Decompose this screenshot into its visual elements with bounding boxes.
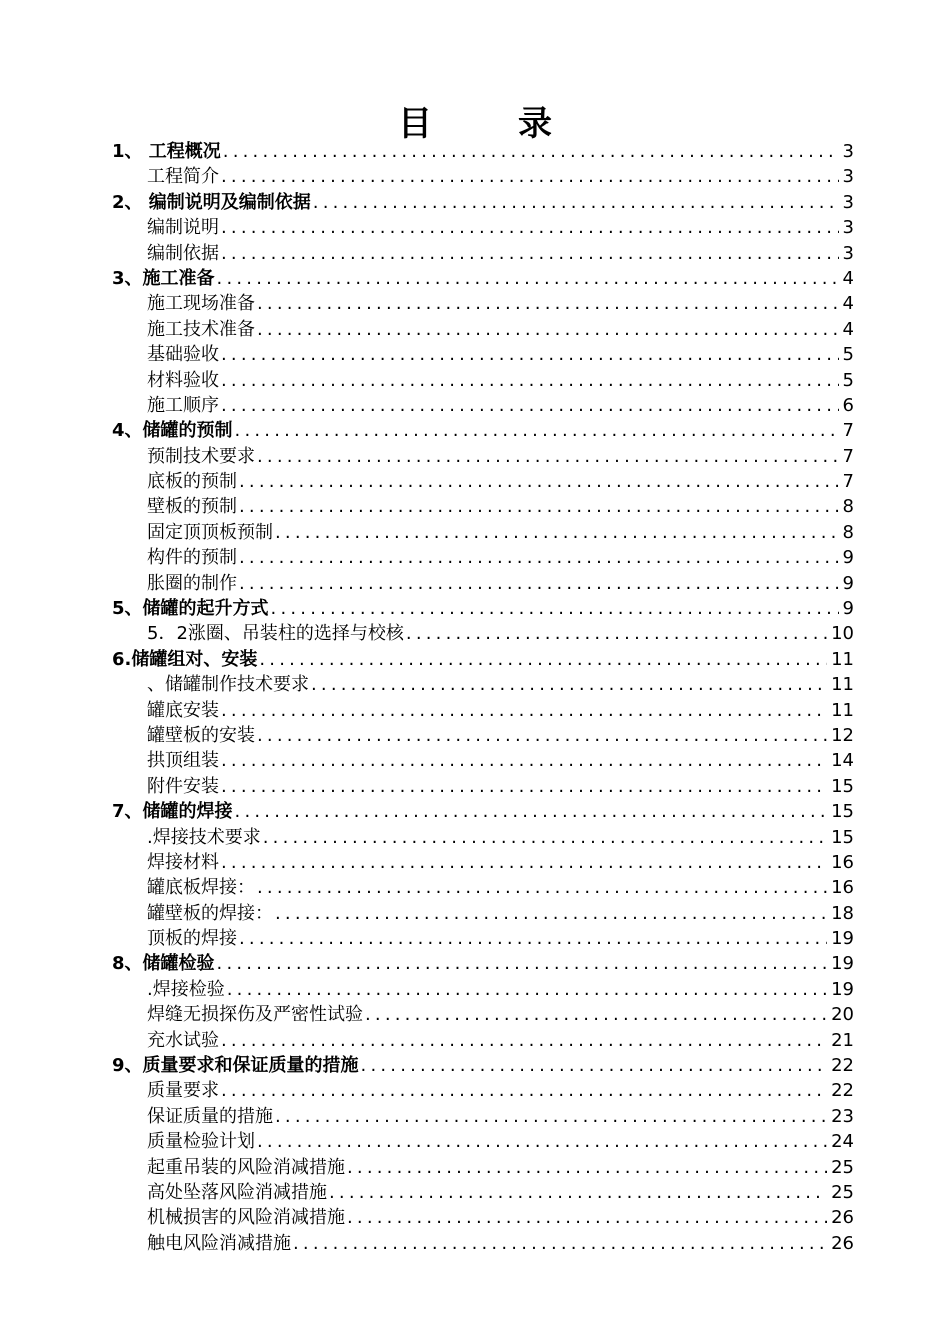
toc-dot-leader: [219, 748, 827, 773]
toc-page-number: 19: [831, 928, 854, 950]
toc-dot-leader: [257, 647, 827, 672]
toc-page-number: 15: [831, 775, 854, 797]
toc-entry-label: 2、 编制说明及编制依据: [112, 191, 311, 213]
toc-entry-label: 3、施工准备: [112, 267, 215, 289]
toc-dot-leader: [237, 926, 827, 951]
toc-section-entry[interactable]: [112, 266, 854, 291]
toc-dot-leader: [327, 1180, 827, 1205]
toc-dot-leader: [345, 1155, 827, 1180]
toc-dot-leader: [219, 241, 839, 266]
toc-subsection-entry[interactable]: [112, 723, 854, 748]
toc-page-number: 11: [831, 699, 854, 721]
toc-page-number: 25: [831, 1182, 854, 1203]
toc-entry-label: 、储罐制作技术要求: [147, 674, 309, 696]
toc-page-number: 4: [842, 293, 854, 315]
toc-page-number: 15: [831, 801, 854, 823]
toc-entry-label: 5．2涨圈、吊装柱的选择与校核: [147, 623, 404, 645]
toc-section-entry[interactable]: [112, 596, 854, 621]
toc-subsection-entry[interactable]: [112, 444, 854, 469]
toc-dot-leader: [215, 951, 828, 976]
toc-subsection-entry[interactable]: [112, 317, 854, 342]
toc-entry-label: 罐壁板的焊接：: [147, 902, 273, 924]
toc-section-entry[interactable]: [112, 952, 854, 977]
toc-page-number: 19: [831, 953, 854, 975]
page-title-char-2: 录: [518, 104, 552, 144]
toc-entry-label: 编制依据: [147, 242, 219, 264]
toc-page-number: 3: [842, 191, 854, 213]
toc-entry-label: 焊接材料: [147, 851, 219, 873]
toc-dot-leader: [219, 342, 839, 367]
toc-page-number: 3: [842, 217, 854, 239]
toc-entry-label: 顶板的焊接: [147, 928, 237, 950]
toc-page-number: 26: [831, 1232, 854, 1254]
toc-entry-label: 施工技术准备: [147, 318, 255, 340]
toc-page-number: 26: [831, 1207, 854, 1229]
toc-dot-leader: [255, 317, 839, 342]
toc-dot-leader: [219, 393, 839, 418]
toc-subsection-entry[interactable]: [112, 1104, 854, 1129]
toc-dot-leader: [219, 368, 839, 393]
toc-dot-leader: [255, 723, 827, 748]
toc-subsection-entry[interactable]: [112, 291, 854, 316]
toc-entry-label: 高处坠落风险消减措施: [147, 1182, 327, 1203]
toc-section-entry[interactable]: [112, 418, 854, 443]
toc-dot-leader: [237, 545, 839, 570]
toc-subsection-entry[interactable]: [112, 571, 854, 596]
toc-dot-leader: [219, 1078, 827, 1103]
toc-dot-leader: [261, 825, 827, 850]
toc-subsection-entry[interactable]: [112, 825, 854, 850]
toc-page-number: 5: [842, 344, 854, 366]
toc-page-number: 3: [842, 166, 854, 188]
toc-page-number: 9: [842, 598, 854, 620]
toc-entry-label: .焊接技术要求: [147, 826, 261, 848]
toc-entry-label: 触电风险消减措施: [147, 1232, 291, 1254]
toc-page-number: 12: [831, 724, 854, 746]
toc-subsection-entry[interactable]: [112, 1155, 854, 1180]
toc-entry-label: 构件的预制: [147, 547, 237, 569]
toc-section-entry[interactable]: [112, 139, 854, 164]
toc-subsection-entry[interactable]: [112, 875, 854, 900]
toc-dot-leader: [255, 1129, 827, 1154]
toc-dot-leader: [255, 444, 839, 469]
toc-entry-label: 1、 工程概况: [112, 140, 221, 162]
toc-entry-label: 4、储罐的预制: [112, 420, 233, 442]
toc-dot-leader: [255, 291, 839, 316]
toc-subsection-entry[interactable]: [112, 368, 854, 393]
toc-subsection-entry[interactable]: [112, 977, 854, 1002]
toc-dot-leader: [219, 774, 827, 799]
toc-subsection-entry[interactable]: [112, 1180, 854, 1205]
toc-subsection-entry[interactable]: [112, 850, 854, 875]
toc-entry-label: 起重吊装的风险消减措施: [147, 1156, 345, 1178]
toc-subsection-entry[interactable]: [112, 1078, 854, 1103]
toc-subsection-entry[interactable]: [112, 241, 854, 266]
table-of-contents: [112, 139, 854, 1256]
toc-entry-label: 壁板的预制: [147, 496, 237, 518]
toc-subsection-entry[interactable]: [112, 698, 854, 723]
toc-entry-label: 拱顶组装: [147, 750, 219, 772]
toc-dot-leader: [309, 672, 827, 697]
toc-dot-leader: [345, 1205, 827, 1230]
toc-page-number: 15: [831, 826, 854, 848]
toc-entry-label: 附件安装: [147, 775, 219, 797]
toc-section-entry[interactable]: [112, 1053, 854, 1078]
toc-entry-label: 质量检验计划: [147, 1131, 255, 1153]
toc-page-number: 25: [831, 1156, 854, 1178]
page-title-char-1: 目: [398, 104, 432, 144]
toc-subsection-entry[interactable]: [112, 520, 854, 545]
toc-page-number: 10: [831, 623, 854, 645]
toc-page-number: 9: [842, 572, 854, 594]
toc-entry-label: 9、质量要求和保证质量的措施: [112, 1055, 359, 1077]
toc-page-number: 23: [831, 1105, 854, 1127]
toc-page-number: 16: [831, 851, 854, 873]
toc-entry-label: 罐底安装: [147, 699, 219, 721]
toc-subsection-entry[interactable]: [112, 1205, 854, 1230]
toc-dot-leader: [219, 1028, 827, 1053]
toc-entry-label: 质量要求: [147, 1080, 219, 1102]
toc-section-entry[interactable]: [112, 647, 854, 672]
toc-entry-label: 底板的预制: [147, 471, 237, 493]
toc-page-number: 20: [831, 1004, 854, 1026]
toc-dot-leader: [219, 215, 839, 240]
toc-dot-leader: [237, 469, 839, 494]
toc-page-number: 21: [831, 1029, 854, 1051]
toc-entry-label: 编制说明: [147, 217, 219, 239]
toc-entry-label: 预制技术要求: [147, 445, 255, 467]
toc-page-number: 22: [831, 1055, 854, 1077]
toc-dot-leader: [363, 1002, 827, 1027]
toc-entry-label: 保证质量的措施: [147, 1105, 273, 1127]
toc-entry-label: .焊接检验: [147, 978, 225, 1000]
toc-dot-leader: [233, 799, 828, 824]
toc-subsection-entry[interactable]: [112, 469, 854, 494]
toc-dot-leader: [273, 901, 827, 926]
toc-dot-leader: [233, 418, 839, 443]
toc-dot-leader: [237, 571, 839, 596]
toc-page-number: 19: [831, 978, 854, 1000]
toc-page-number: 4: [842, 318, 854, 340]
toc-dot-leader: [291, 1231, 827, 1256]
toc-entry-label: 8、储罐检验: [112, 953, 215, 975]
toc-dot-leader: [215, 266, 839, 291]
toc-dot-leader: [219, 698, 827, 723]
toc-entry-label: 焊缝无损探伤及严密性试验: [147, 1004, 363, 1026]
toc-page-number: 8: [842, 521, 854, 543]
toc-entry-label: 材料验收: [147, 369, 219, 391]
toc-page-number: 4: [842, 267, 854, 289]
toc-page-number: 6: [842, 394, 854, 416]
toc-dot-leader: [255, 875, 827, 900]
toc-subsection-entry[interactable]: [112, 901, 854, 926]
toc-entry-label: 胀圈的制作: [147, 572, 237, 594]
toc-entry-label: 施工现场准备: [147, 293, 255, 315]
toc-subsection-entry[interactable]: [112, 926, 854, 951]
toc-page-number: 7: [842, 445, 854, 467]
toc-entry-label: 工程简介: [147, 166, 219, 188]
toc-entry-label: 施工顺序: [147, 394, 219, 416]
toc-subsection-entry[interactable]: [112, 215, 854, 240]
toc-section-entry[interactable]: [112, 190, 854, 215]
toc-dot-leader: [311, 190, 839, 215]
toc-page-number: 3: [842, 140, 854, 162]
toc-subsection-entry[interactable]: [112, 1028, 854, 1053]
toc-dot-leader: [219, 164, 839, 189]
toc-page-number: 8: [842, 496, 854, 518]
toc-subsection-entry[interactable]: [112, 1129, 854, 1154]
toc-entry-label: 充水试验: [147, 1029, 219, 1051]
toc-page-number: 9: [842, 547, 854, 569]
toc-dot-leader: [273, 1104, 827, 1129]
toc-page-number: 7: [842, 471, 854, 493]
toc-entry-label: 固定顶顶板预制: [147, 521, 273, 543]
toc-page-number: 16: [831, 877, 854, 899]
toc-dot-leader: [404, 621, 827, 646]
toc-page-number: 18: [831, 902, 854, 924]
toc-subsection-entry[interactable]: [112, 621, 854, 646]
toc-entry-label: 6.储罐组对、安装: [112, 648, 258, 670]
toc-dot-leader: [269, 596, 839, 621]
toc-subsection-entry[interactable]: [112, 1231, 854, 1256]
toc-dot-leader: [273, 520, 839, 545]
toc-page-number: 22: [831, 1080, 854, 1102]
toc-page-number: 5: [842, 369, 854, 391]
toc-dot-leader: [221, 139, 839, 164]
toc-subsection-entry[interactable]: [112, 393, 854, 418]
toc-subsection-entry[interactable]: [112, 494, 854, 519]
toc-entry-label: 罐壁板的安装: [147, 724, 255, 746]
toc-section-entry[interactable]: [112, 799, 854, 824]
toc-subsection-entry[interactable]: [112, 774, 854, 799]
toc-subsection-entry[interactable]: [112, 1002, 854, 1027]
toc-entry-label: 7、储罐的焊接: [112, 801, 233, 823]
toc-page-number: 14: [831, 750, 854, 772]
toc-dot-leader: [219, 850, 827, 875]
toc-page-number: 24: [831, 1131, 854, 1153]
toc-dot-leader: [225, 977, 827, 1002]
toc-page-number: 11: [831, 648, 854, 670]
toc-page-number: 7: [842, 420, 854, 442]
toc-dot-leader: [237, 494, 839, 519]
toc-entry-label: 5、储罐的起升方式: [112, 598, 269, 620]
toc-subsection-entry[interactable]: [112, 164, 854, 189]
toc-page-number: 11: [831, 674, 854, 696]
toc-entry-label: 机械损害的风险消减措施: [147, 1207, 345, 1229]
toc-entry-label: 罐底板焊接：: [147, 877, 255, 899]
toc-subsection-entry[interactable]: [112, 748, 854, 773]
toc-subsection-entry[interactable]: [112, 545, 854, 570]
toc-page-number: 3: [842, 242, 854, 264]
toc-subsection-entry[interactable]: [112, 342, 854, 367]
toc-entry-label: 基础验收: [147, 344, 219, 366]
toc-subsection-entry[interactable]: [112, 672, 854, 697]
toc-dot-leader: [359, 1053, 828, 1078]
